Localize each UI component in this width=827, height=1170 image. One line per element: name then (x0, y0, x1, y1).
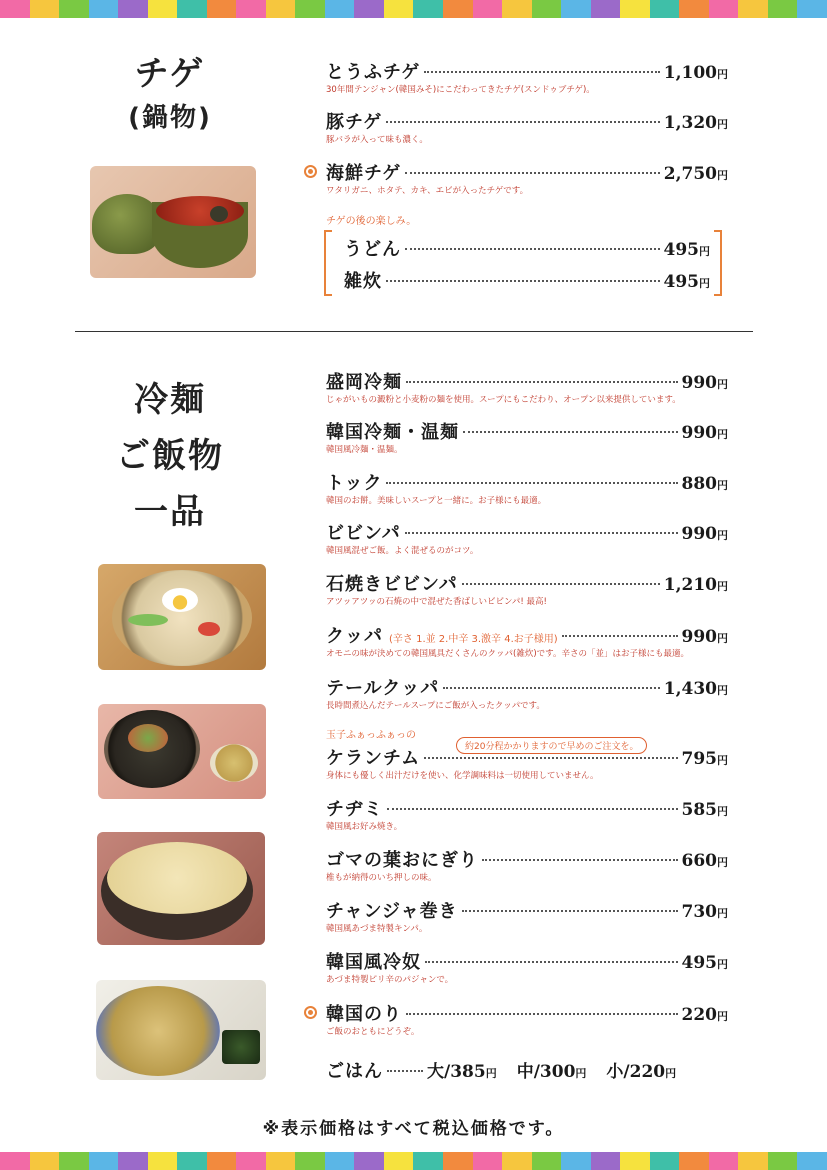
item-name: 石焼きビビンパ (326, 574, 458, 595)
leader-dots (386, 482, 677, 484)
stripe-segment (118, 1152, 148, 1170)
item-name: とうふチゲ (326, 62, 421, 83)
stripe-segment (650, 1152, 680, 1170)
stripe-segment (177, 0, 207, 18)
left-bracket (324, 230, 332, 296)
menu-item-buta-chige (326, 108, 728, 145)
category-reimen-heading (90, 372, 250, 540)
stripe-segment (443, 1152, 473, 1170)
top-color-stripe (0, 0, 827, 18)
item-price: 2,750円 (663, 164, 728, 184)
item-name: チヂミ (326, 799, 383, 820)
keranchimu-top-note: 玉子ふぁっふぁっの (326, 730, 416, 741)
item-name: 海鮮チゲ (326, 163, 402, 184)
leader-dots (462, 583, 660, 585)
leader-dots (462, 910, 678, 912)
item-description: 韓国風あづま特製キンパ。 (326, 924, 428, 934)
stripe-segment (709, 1152, 739, 1170)
stripe-segment (384, 1152, 414, 1170)
menu-item-kaisen-chige (326, 159, 728, 196)
bottom-color-stripe (0, 1152, 827, 1170)
item-name: ゴマの葉おにぎり (326, 850, 478, 871)
bibimbap-photo (98, 704, 266, 799)
stripe-segment (768, 0, 798, 18)
stripe-segment (118, 0, 148, 18)
wait-time-bubble: 約20分程かかりますので早めのご注文を。 (456, 737, 647, 754)
stripe-segment (0, 0, 30, 18)
item-name: 韓国風冷奴 (326, 952, 421, 973)
item-name: 豚チゲ (326, 112, 383, 133)
stripe-segment (591, 0, 621, 18)
item-name: テールクッパ (326, 678, 440, 699)
stripe-segment (89, 0, 119, 18)
item-price: 990円 (681, 373, 728, 393)
stripe-segment (30, 1152, 60, 1170)
item-price: 495円 (663, 272, 710, 292)
menu-item-tofu-chige (326, 58, 728, 95)
leader-dots (406, 1013, 678, 1015)
item-price: 730円 (681, 902, 728, 922)
stripe-segment (561, 1152, 591, 1170)
item-description: 韓国風冷麺・温麺。 (326, 445, 403, 455)
category-reimen-line2: ご飯物 (116, 436, 224, 476)
rice-name: ごはん (326, 1061, 383, 1082)
stripe-segment (620, 0, 650, 18)
menu-item-teru-kuppa (326, 674, 728, 711)
stripe-segment (325, 1152, 355, 1170)
leader-dots (482, 859, 678, 861)
stripe-segment (325, 0, 355, 18)
stripe-segment (295, 0, 325, 18)
stripe-segment (266, 0, 296, 18)
item-description: 韓国風混ぜご飯。よく混ぜるのがコツ。 (326, 546, 479, 556)
leader-dots (562, 635, 678, 637)
stripe-segment (413, 0, 443, 18)
leader-dots (405, 532, 678, 534)
chijimi-photo (96, 980, 266, 1080)
item-description: ご飯のおともにどうぞ。 (326, 1027, 420, 1037)
stripe-segment (679, 0, 709, 18)
menu-item-kankoku-nori (326, 1000, 728, 1037)
menu-item-ishiyaki-bibinpa (326, 570, 728, 607)
rice-medium: 中/300円 (516, 1062, 587, 1082)
leader-dots (406, 381, 678, 383)
menu-item-bibinpa (326, 519, 728, 556)
menu-item-goma-onigiri (326, 846, 728, 883)
item-name: 盛岡冷麺 (326, 372, 402, 393)
item-price: 795円 (681, 749, 728, 769)
stripe-segment (59, 0, 89, 18)
stripe-segment (0, 1152, 30, 1170)
item-name: チャンジャ巻き (326, 901, 458, 922)
chige-after-note: チゲの後の楽しみ。 (326, 216, 417, 227)
spice-level-note: (辛さ 1.並 2.中辛 3.激辛 4.お子様用) (389, 634, 558, 645)
menu-item-morioka-reimen (326, 368, 728, 405)
leader-dots (386, 121, 659, 123)
section-divider (75, 331, 753, 332)
item-name: 韓国冷麺・温麺 (326, 422, 459, 443)
menu-item-hiyayakko (326, 948, 728, 985)
item-price: 1,100円 (663, 63, 728, 83)
item-price: 880円 (681, 474, 728, 494)
item-description: 椎もが納得のいち押しの味。 (326, 873, 437, 883)
item-price: 990円 (681, 524, 728, 544)
stripe-segment (532, 0, 562, 18)
stripe-segment (207, 1152, 237, 1170)
stripe-segment (591, 1152, 621, 1170)
stripe-segment (502, 0, 532, 18)
item-price: 585円 (681, 800, 728, 820)
item-name: トック (326, 473, 383, 494)
leader-dots (405, 172, 659, 174)
stripe-segment (236, 0, 266, 18)
stripe-segment (148, 1152, 178, 1170)
item-name: 韓国のり (326, 1004, 402, 1025)
menu-item-chanja-maki (326, 897, 728, 934)
stripe-segment (354, 1152, 384, 1170)
menu-item-kankoku-reimen (326, 418, 728, 455)
category-chige-line1: チゲ (134, 54, 206, 94)
item-name: クッパ (326, 626, 383, 647)
category-chige-line2: (鍋物) (128, 103, 212, 133)
stripe-segment (473, 0, 503, 18)
stripe-segment (473, 1152, 503, 1170)
leader-dots (386, 280, 660, 282)
item-price: 1,210円 (663, 575, 728, 595)
leader-dots (463, 431, 678, 433)
leader-dots (424, 757, 677, 759)
item-price: 495円 (681, 953, 728, 973)
item-price: 990円 (681, 627, 728, 647)
item-price: 1,430円 (663, 679, 728, 699)
stripe-segment (59, 1152, 89, 1170)
menu-item-udon (344, 235, 710, 259)
item-price: 495円 (663, 240, 710, 260)
stripe-segment (532, 1152, 562, 1170)
stripe-segment (30, 0, 60, 18)
leader-dots (443, 687, 659, 689)
item-description: 豚バラが入って味も濃く。 (326, 135, 428, 145)
item-price: 990円 (681, 423, 728, 443)
menu-item-chijimi (326, 795, 728, 832)
recommended-mark-icon (304, 165, 317, 178)
stripe-segment (797, 0, 827, 18)
keranchimu-photo (97, 832, 265, 945)
leader-dots (387, 1070, 423, 1072)
stripe-segment (443, 0, 473, 18)
menu-item-tokku (326, 469, 728, 506)
stripe-segment (89, 1152, 119, 1170)
stripe-segment (620, 1152, 650, 1170)
item-price: 660円 (681, 851, 728, 871)
stripe-segment (650, 0, 680, 18)
rice-large: 大/385円 (427, 1062, 497, 1082)
menu-item-zousui (344, 267, 710, 291)
menu-item-rice (326, 1057, 736, 1083)
item-description: 30年間テンジャン(韓国みそ)にこだわってきたチゲ(スンドゥブチゲ)。 (326, 85, 595, 95)
item-price: 1,320円 (663, 113, 728, 133)
stripe-segment (738, 1152, 768, 1170)
leader-dots (424, 71, 659, 73)
stripe-segment (177, 1152, 207, 1170)
category-reimen-line3: 一品 (134, 492, 206, 532)
right-bracket (714, 230, 722, 296)
stripe-segment (768, 1152, 798, 1170)
menu-item-keranchimu (326, 744, 728, 781)
item-name: 雑炊 (344, 271, 382, 292)
item-price: 220円 (681, 1005, 728, 1025)
reimen-photo (98, 564, 266, 670)
stripe-segment (797, 1152, 827, 1170)
leader-dots (425, 961, 678, 963)
stripe-segment (207, 0, 237, 18)
stripe-segment (413, 1152, 443, 1170)
item-description: ワタリガニ、ホタテ、カキ、エビが入ったチゲです。 (326, 186, 529, 196)
tax-included-note: ※表示価格はすべて税込価格です。 (262, 1119, 565, 1139)
stripe-segment (384, 0, 414, 18)
stripe-segment (709, 0, 739, 18)
stripe-segment (561, 0, 591, 18)
item-description: じゃがいもの澱粉と小麦粉の麺を使用。スープにもこだわり、オープン以来提供しています。 (326, 395, 681, 405)
leader-dots (387, 808, 678, 810)
item-description: 身体にも優しく出汁だけを使い、化学調味料は一切使用していません。 (326, 771, 599, 781)
stripe-segment (295, 1152, 325, 1170)
stripe-segment (236, 1152, 266, 1170)
item-name: ケランチム (326, 748, 421, 769)
recommended-mark-icon (304, 1006, 317, 1019)
item-name: ビビンパ (326, 523, 401, 544)
chige-pot-photo (90, 166, 256, 278)
stripe-segment (502, 1152, 532, 1170)
item-description: 長時間煮込んだテールスープにご飯が入ったクッパです。 (326, 701, 545, 711)
item-description: オモニの味が決めての韓国風具だくさんのクッパ(雑炊)です。辛さの「並」はお子様にも最適。 (326, 649, 689, 659)
stripe-segment (738, 0, 768, 18)
stripe-segment (354, 0, 384, 18)
item-name: うどん (344, 239, 401, 260)
stripe-segment (266, 1152, 296, 1170)
category-chige-heading (90, 52, 250, 140)
category-reimen-line1: 冷麺 (134, 380, 206, 420)
leader-dots (405, 248, 660, 250)
menu-item-kuppa (326, 622, 728, 659)
stripe-segment (148, 0, 178, 18)
rice-small: 小/220円 (606, 1062, 677, 1082)
stripe-segment (679, 1152, 709, 1170)
item-description: アツッアツッの石焼の中で混ぜた香ばしいビビンパ! 最高! (326, 597, 547, 607)
item-description: あづま特製ピリ辛のパジャンで。 (326, 975, 454, 985)
item-description: 韓国のお餅。美味しいスープと一緒に。お子様にも最適。 (326, 496, 547, 506)
item-description: 韓国風お好み焼き。 (326, 822, 403, 832)
